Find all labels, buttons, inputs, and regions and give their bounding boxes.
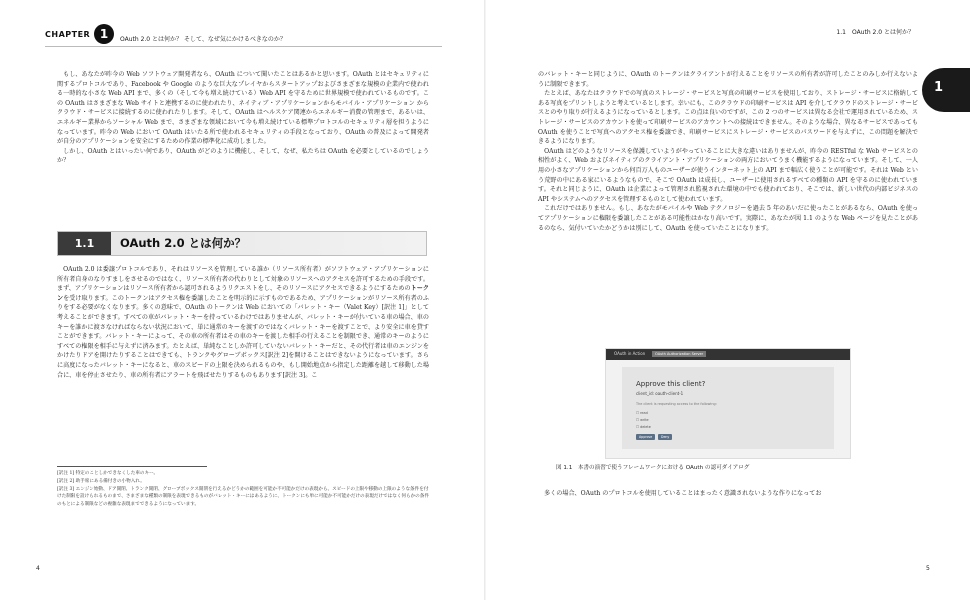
right-bottom-paragraph: 多くの場合、OAuth のプロトコルを使用していることはまったく意識されないような作りになってお [544,490,822,497]
intro-paragraph-2: しかし、OAuth とはいったい何であり、OAuth がどのように機能し、そして、なぜ、私たちは OAuth を必要としているのでしょうか？ [57,147,429,165]
footnote-1: [訳注 1] 特定のことしかできなくした車のキー。 [57,471,159,476]
figure-approve-button: Approve [636,434,655,440]
intro-paragraph-1: もし、あなたが昨今の Web ソフトウェア開発者なら、OAuth について聞いたことはあるかと思います。OAuth とはセキュリティに関するプロトコルであり、Facebook や Google のような巨大なプレイヤからスタートアップおよびさまざまな規模の企業内で使われる一時的な小さな Web API まで、多くの（そして今も増え続けている）Web API を守るために世界規模で使われているものです。この OAuth はさまざまな Web サイトと連携するのに使われたり、ネイティブ・アプリケーションからモバイル・アプリケーション からクラウド・サービスに接続するのに使われたりします。そして、OAuth はヘルスケア関連からエネルギー消費の管理まで、あるいは、エネルギー業界からソーシャル Web まで、さまざまな領域において今も増え続けている標準プロトコルのセキュリティ層を担うようになっています。昨今の Web において OAuth はいたる所で使われるセキュリティの手段となっており、OAuth の普及によって開発者が自分のアプリケーションを安全にするための作業の標準化に成功しました。 [57,71,429,146]
right-body [538,70,918,233]
figure-caption: 図 1.1 本書の演習で使うフレームワークにおける OAuth の認可ダイアログ [556,465,750,471]
running-head-left: OAuth 2.0 とは何か？ そして、なぜ気にかけるべきなのか？ [120,36,286,43]
footnote-2: [訳注 2] 助手席にある備付きの小物入れ。 [57,478,145,484]
header-rule [45,46,442,47]
footnote-3: [訳注 3] エンジン始動、ドア開閉、トランク開閉、グローブボックス開閉を行えるかどうかの範囲を可能か不可能かだけの表現から、スピードの上限や移動の上限のような条件を付けた制限を設けられるものまで、さまざまな種類の制限を表現できるものがバレット・キーにはあるように、トークンにも単に可能か不可能かだけの表現だけではなく何らかの条件のもとによる制限などの複雑な表現までできるようになっています。 [57,486,429,508]
figure-screenshot [605,348,851,459]
right-paragraph-4: これだけではありません。もし、あなたがモバイルや Web テクノロジーを過去 5 年のあいだに使ったことがあるなら、OAuth を使ってアプリケーションに権限を委譲したことがある可能性はかなり高いです。実際に、あなたが図 1.1 のような Web ページを見たことがあるのなら、気付いていたかどうかは別にして、OAuth を使っていたことになります。 [538,205,918,232]
chapter-thumb-tab [922,68,970,112]
body-text-a: OAuth 2.0 は委譲プロトコルであり、それはリソースを管理している誰か（リソース所有者）がソフトウェア・アプリケーションに所有者自身のなりすましをさせるのではなく、リソース所有者の代わりとして対象のリソースへのアクセスを許可するための手段です。まず、アプリケーションはリソース所有者から認可されるようリクエストをし、そのリソースにアクセスできるようにするための [57,266,429,293]
figure-navbar-brand: OAuth in Action [614,351,646,356]
footnotes [57,470,429,509]
figure-scope-write: ☐ write [636,418,649,422]
running-head-right: 1.1 OAuth 2.0 とは何か？ [836,29,914,36]
body-text-b: を受け取ります。このトークンはアクセス権を委譲したことを明示的に示すものであるため、アプリケーションがリソース所有者のふりをする必要がなくなります。多くの意味で、OAuth のトークンは Web においての「バレット・キー（Valet Key）[訳注 1]」として考えることができます。すべての車がバレット・キーを持っているわけではありませんが、バレット・キーが付いている車の場合、車のキーを誰かに渡さなければならない状況において、単に通常のキーを渡すのではなくバレット・キーを渡すことで、より安全に車を貸すことができます。バレット・キーによって、その車の所有者はその車のキーを渡した相手の行えることを制限でき、通常のキーのようにすべての権限を相手に与えずに済みます。たとえば、単純なことしか許可していないバレット・キーだと、その代行者は車のエンジンをかけたりドアを開けたりすることはできても、トランクやグローブボックス[訳注 2]を開けることはできないようになっています。さらに高度になったバレット・キーになると、車のスピードの上限を決められるものや、もし開始地点から指定した距離を越して移動した場合に、車を停止させたり、車の所有者にアラートを飛ばせたりするものもあります[訳注 3]。こ [57,294,430,379]
thumb-tab-number: 1 [934,80,944,95]
figure-deny-button: Deny [658,434,672,440]
page-number-right: 5 [926,565,930,572]
figure-client-id: client_id: oauth-client-1 [636,391,684,396]
figure-scope-read: ☐ read [636,411,648,415]
page-gutter [484,0,486,600]
section-heading [57,231,427,256]
section-title: OAuth 2.0 とは何か？ [120,236,247,250]
chapter-number-badge: 1 [94,24,114,44]
page-number-left: 4 [36,565,40,572]
figure-scope-delete: ☐ delete [636,425,651,429]
keyword-token: トークン [57,285,430,302]
figure-request-text: The client is requesting access to the following: [636,402,717,406]
left-body [57,265,429,380]
right-paragraph-1: のバレット・キーと同じように、OAuth のトークンはクライアントが行えることをリソースの所有者が許可したことのみしか行えないように制限できます。 [538,71,918,88]
figure-dialog-title: Approve this client? [636,380,706,388]
right-paragraph-3: OAuth はどのようなリソースを保護していようがやっていることに大きな違いはありませんが、昨今の RESTful な Web サービスとの相性がよく、Web およびネイティブのクライアント・アプリケーションの両方においてうまく機能するようになっています。そして、一人用の小さなアプリケーションから何百万人ものユーザーが使うインターネット上の API まで幅広く使うことが可能です。それは Web という荒野の中にある家にいるようなもので、そこで OAuth は成長し、ユーザーに使用されるすべての種類の API を守るのに使われています。それと同じように、OAuth は企業によって管理され監視された環境の中でも使われており、そこでは、新しい世代の内部ビジネスの API やシステムへのアクセスを管理するものとして使われています。 [538,147,918,203]
figure-navbar-badge: OAuth Authorization Server [652,351,706,357]
figure-navbar [606,349,850,360]
right-paragraph-2: たとえば、あなたはクラウドでの写真のストレージ・サービスと写真の印刷サービスを使用しており、ストレージ・サービスに格納してある写真をプリントしようと考えているとします。幸いにも、このクラウドの印刷サービスは API を介してクラウドのストレージ・サービスとのやり取りが行えるようになっているとします。この点は良いのですが、この 2 つのサービスは異なる会社で運用されているため、ストレージ・サービスのアカウントを使って印刷サービスのアカウントへの接続はできません。そのような場合、異なるサービスであっても OAuth を使うことで写真へのアクセス権を委譲でき、印刷サービスにストレージ・サービスのパスワードを与えずに、この問題を解決できるようになります。 [538,90,918,146]
chapter-label: CHAPTER [45,30,91,39]
section-number: 1.1 [74,237,95,250]
footnote-rule [57,466,207,467]
body-paragraph [57,265,429,380]
left-intro [57,70,429,166]
